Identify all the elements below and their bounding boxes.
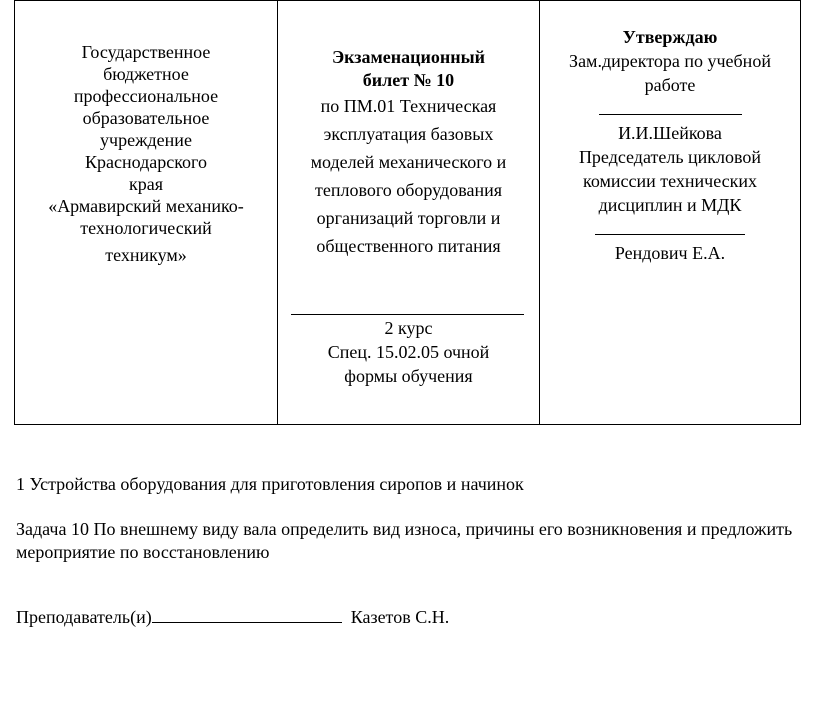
teacher-signature-row	[16, 606, 806, 629]
ticket-title-line: Экзаменационный	[331, 47, 486, 67]
ticket-cell	[278, 1, 540, 424]
institution-line: техникум»	[105, 245, 187, 265]
question-2: Задача 10 По внешнему виду вала определить вид износа, причины его возникновения и предложить мероприятие по восстановлению	[16, 519, 793, 562]
course-line: 2 курс	[384, 318, 433, 338]
ticket-header-table	[14, 0, 801, 425]
ticket-title-block	[278, 46, 539, 260]
teacher-label: Преподаватель(и)	[16, 607, 152, 627]
institution-line: Государственное	[81, 42, 211, 62]
signature-blank	[540, 217, 800, 241]
teacher-signature-blank	[152, 606, 342, 623]
chair-position: комиссии технических	[583, 171, 757, 191]
ticket-subject-line: теплового оборудования	[314, 180, 503, 200]
chair-position: Председатель цикловой	[578, 147, 762, 167]
approver-name: И.И.Шейкова	[618, 123, 722, 143]
ticket-number: билет № 10	[362, 70, 455, 90]
chair-position: дисциплин и МДК	[598, 195, 742, 215]
signature-blank	[540, 97, 800, 121]
specialty-line: Спец. 15.02.05 очной	[327, 342, 490, 362]
institution-cell	[15, 1, 278, 424]
approval-cell	[540, 1, 800, 424]
institution-name	[15, 41, 277, 271]
institution-line: бюджетное	[103, 64, 189, 84]
teacher-name: Казетов С.Н.	[350, 607, 450, 627]
question-1: 1 Устройства оборудования для приготовления сиропов и начинок	[16, 474, 524, 494]
approver-position: Зам.директора по учебной	[569, 51, 771, 71]
approve-label: Утверждаю	[622, 27, 718, 47]
chair-name: Рендович Е.А.	[614, 243, 726, 263]
institution-line: профессиональное	[73, 86, 219, 106]
ticket-subject-line: организаций торговли и	[316, 208, 501, 228]
ticket-subject-line: общественного питания	[316, 236, 501, 256]
ticket-subject-line: моделей механического и	[310, 152, 507, 172]
ticket-subject-line: по ПМ.01 Техническая	[320, 96, 497, 116]
institution-line: края	[128, 174, 163, 194]
institution-line: Краснодарского	[84, 152, 207, 172]
institution-line: учреждение	[100, 130, 192, 150]
signature-line	[291, 314, 524, 315]
institution-line: образовательное	[82, 108, 210, 128]
institution-line: «Армавирский механико-	[48, 196, 244, 216]
institution-line: технологический	[80, 218, 212, 238]
ticket-subject-line: эксплуатация базовых	[323, 124, 494, 144]
study-form-line: формы обучения	[344, 366, 473, 386]
course-info	[278, 316, 539, 388]
approver-position: работе	[644, 75, 696, 95]
approval-block	[540, 25, 800, 265]
